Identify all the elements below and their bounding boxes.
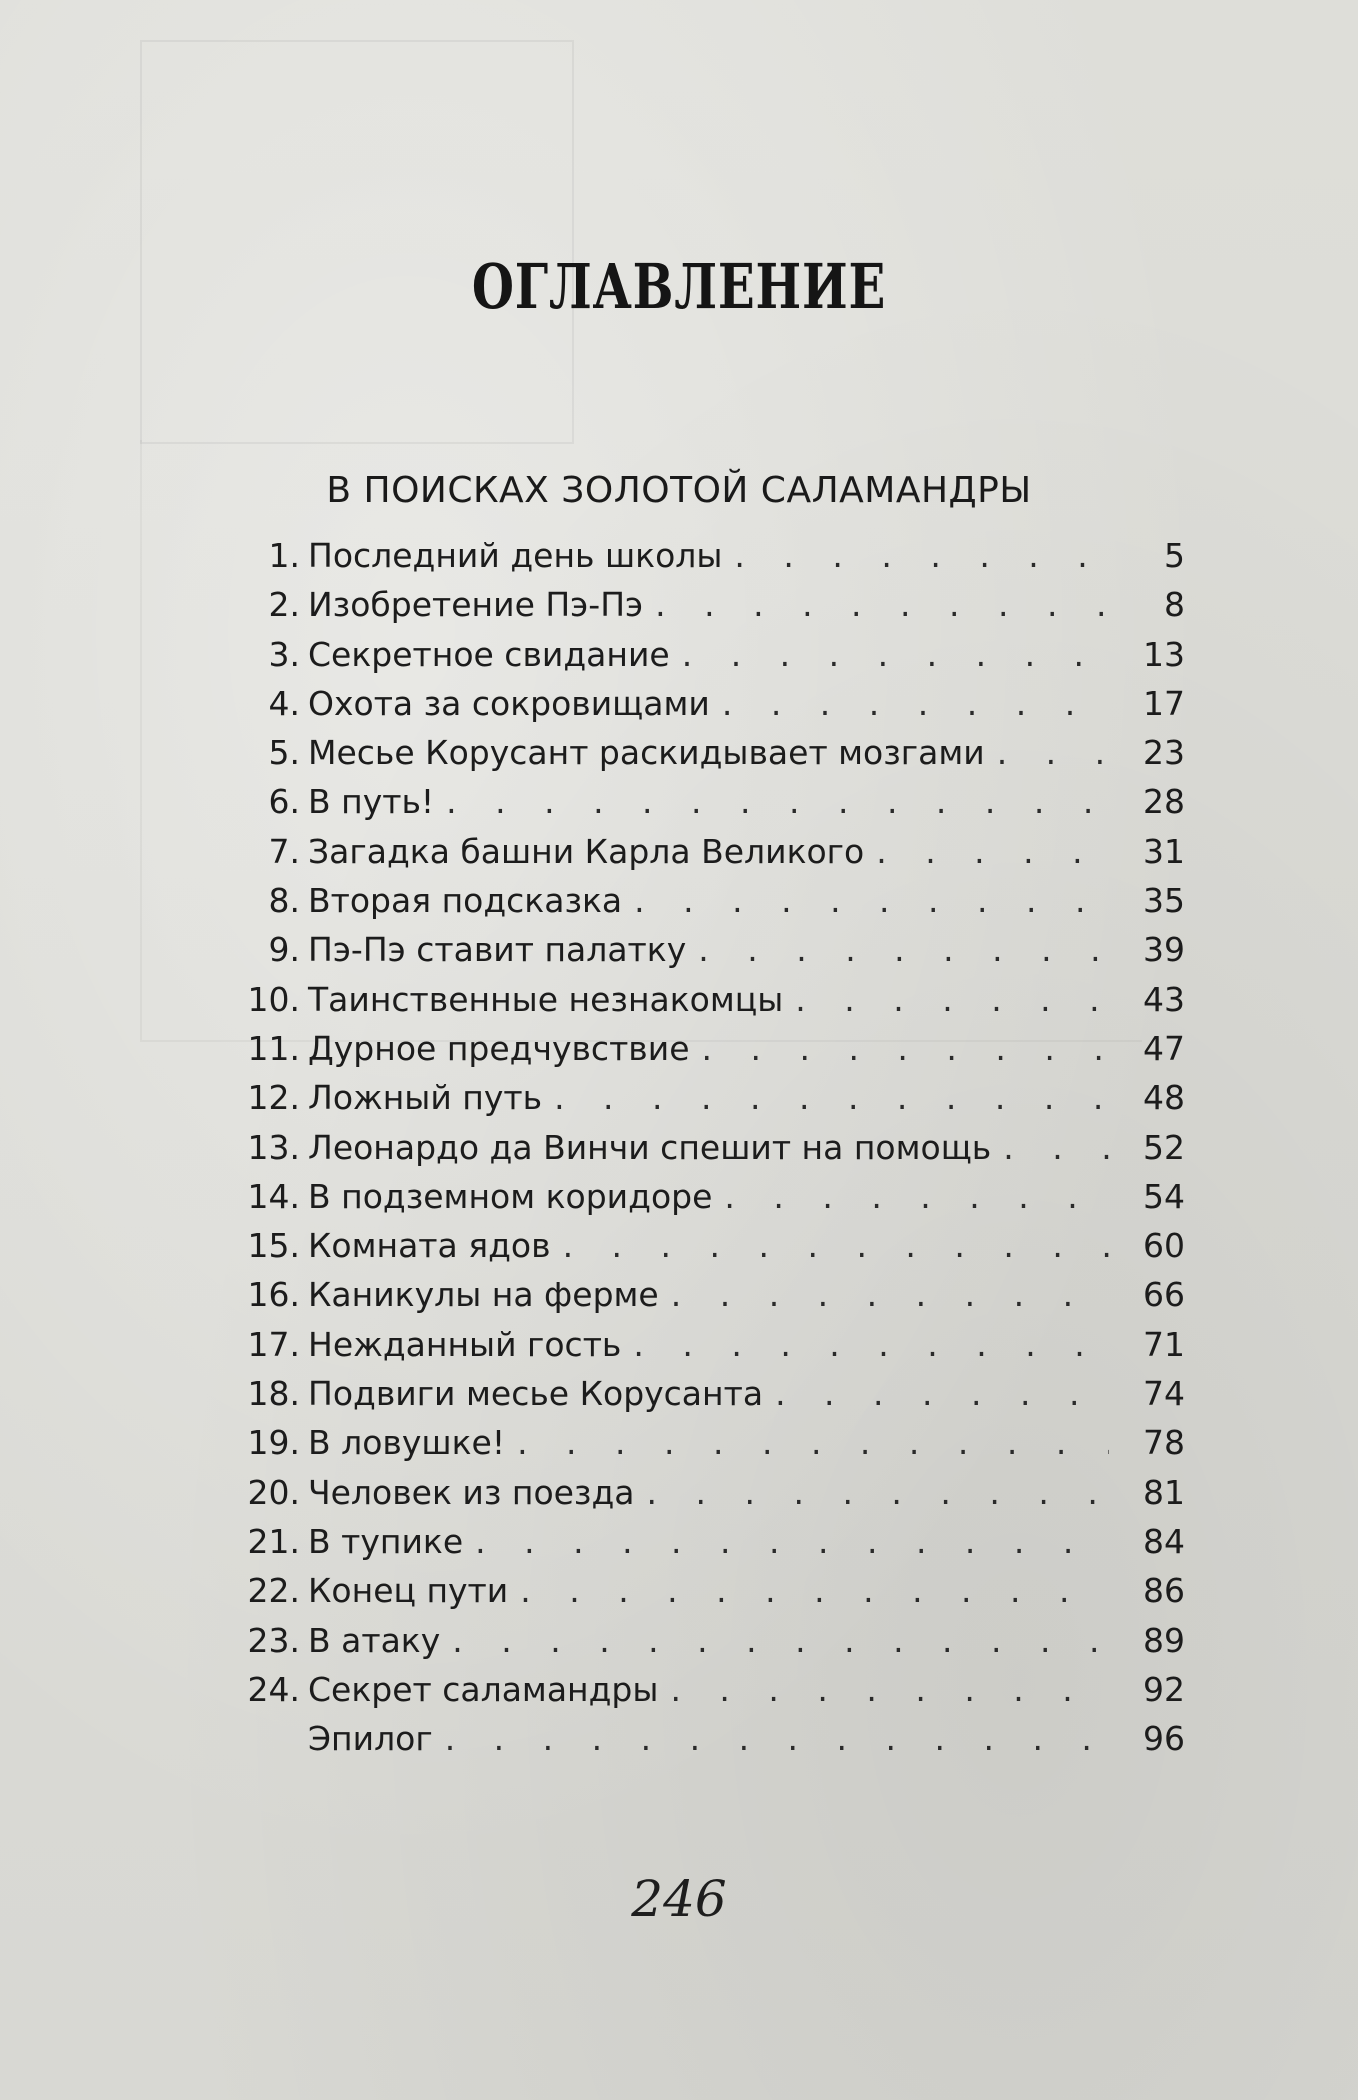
toc-entry-number: 2. [268, 585, 300, 625]
toc-entry-number: 17. [247, 1324, 300, 1364]
toc-entry-title: Вторая подсказка [308, 881, 623, 921]
toc-entry-page: 92 [1143, 1669, 1185, 1709]
toc-entry-number: 5. [268, 733, 300, 773]
dot-leader [682, 635, 1109, 674]
toc-entry [220, 1473, 1185, 1522]
dot-leader [517, 1423, 1109, 1462]
toc-entry-number: 14. [247, 1176, 300, 1216]
toc-entry-title: Леонардо да Винчи спешит на помощь [308, 1127, 992, 1167]
toc-entry [220, 1374, 1185, 1423]
dot-leader [655, 585, 1109, 624]
toc-entry-page: 78 [1143, 1423, 1185, 1463]
dot-leader [446, 782, 1109, 821]
toc-entry-number: 3. [268, 634, 300, 674]
toc-entry [220, 930, 1185, 979]
toc-entry-number: 8. [268, 881, 300, 921]
toc-entry [220, 1128, 1185, 1177]
toc-entry-title: Каникулы на ферме [308, 1275, 659, 1315]
toc-entry-number: 9. [268, 930, 300, 970]
dot-leader [722, 684, 1109, 723]
toc-entry-page: 89 [1143, 1620, 1185, 1660]
toc-entry-number: 23. [247, 1620, 300, 1660]
toc-entry [220, 980, 1185, 1029]
dot-leader [671, 1275, 1109, 1314]
dot-leader [702, 1029, 1110, 1068]
toc-entry-title: Конец пути [308, 1571, 509, 1611]
show-through-frame [140, 40, 574, 444]
dot-leader [647, 1473, 1109, 1512]
toc-entry-number: 13. [247, 1127, 300, 1167]
toc-entry-page: 28 [1143, 782, 1185, 822]
toc-entry-page: 74 [1143, 1374, 1185, 1414]
toc-entry [220, 1423, 1185, 1472]
dot-leader [698, 930, 1109, 969]
toc-entry-title: В тупике [308, 1521, 464, 1561]
toc-entry [220, 1571, 1185, 1620]
toc-entry-title: Человек из поезда [308, 1472, 635, 1512]
toc-entry-title: Загадка башни Карла Великого [308, 831, 865, 871]
toc-entry-page: 43 [1143, 979, 1185, 1019]
toc-entry-page: 5 [1164, 536, 1185, 575]
toc-entry [220, 536, 1185, 585]
toc-entry-title: В ловушке! [308, 1423, 506, 1463]
toc-entry-title: Таинственные незнакомцы [308, 979, 784, 1019]
toc-entry-page: 71 [1143, 1324, 1185, 1364]
toc-entry [220, 1226, 1185, 1275]
toc-entry-title: Охота за сокровищами [308, 683, 710, 723]
page-number: 246 [631, 1870, 727, 1928]
toc-entry [220, 1029, 1185, 1078]
toc-entry-title: Ложный путь [308, 1078, 543, 1118]
toc-entry-number: 10. [247, 979, 300, 1019]
toc-entry-title: В подземном коридоре [308, 1176, 713, 1216]
toc-entry-page: 23 [1143, 733, 1185, 773]
toc-entry-number: 19. [247, 1423, 300, 1463]
toc-entry [220, 782, 1185, 831]
dot-leader [734, 536, 1109, 575]
toc-entry-page: 47 [1143, 1028, 1185, 1068]
toc-entry [220, 585, 1185, 634]
toc-entry-number: 6. [268, 782, 300, 822]
dot-leader [554, 1078, 1109, 1117]
toc-entry-number: 15. [247, 1226, 300, 1266]
toc-entry-title: Дурное предчувствие [308, 1028, 690, 1068]
toc-entry [220, 1177, 1185, 1226]
toc-entry-number: 12. [247, 1078, 300, 1118]
dot-leader [1003, 1128, 1109, 1167]
toc-entry-page: 35 [1143, 881, 1185, 921]
toc-entry-title: Комната ядов [308, 1226, 551, 1266]
toc-entry-title: Секрет саламандры [308, 1669, 659, 1709]
toc-entry-page: 13 [1143, 634, 1185, 674]
toc-entry [220, 1621, 1185, 1670]
dot-leader [876, 832, 1109, 871]
toc-entry-number: 24. [247, 1669, 300, 1709]
dot-leader [633, 1325, 1109, 1364]
toc-entry-page: 96 [1143, 1719, 1185, 1759]
toc-entry [220, 1325, 1185, 1374]
toc-entry-title: В атаку [308, 1620, 441, 1660]
dot-leader [724, 1177, 1109, 1216]
toc-entry-title: Пэ-Пэ ставит палатку [308, 930, 687, 970]
dot-leader [520, 1571, 1109, 1610]
toc-entry-number: 21. [247, 1521, 300, 1561]
toc-entry [220, 1522, 1185, 1571]
toc-entry-page: 39 [1143, 930, 1185, 970]
toc-entry-number: 20. [247, 1472, 300, 1512]
toc-entry-title: Подвиги месье Корусанта [308, 1374, 764, 1414]
toc-entry-number: 11. [247, 1028, 300, 1068]
toc-entry [220, 1670, 1185, 1719]
toc-entry-page: 54 [1143, 1176, 1185, 1216]
toc-entry-page: 8 [1164, 585, 1185, 625]
toc-entry-number: 22. [247, 1571, 300, 1611]
toc-entry-page: 84 [1143, 1521, 1185, 1561]
dot-leader [775, 1374, 1109, 1413]
toc-entry-page: 48 [1143, 1078, 1185, 1118]
toc-entry-number: 1. [268, 536, 300, 575]
toc-entry-title: Последний день школы [308, 536, 723, 575]
dot-leader [634, 881, 1109, 920]
toc-entry-number: 16. [247, 1275, 300, 1315]
toc-entry-page: 17 [1143, 683, 1185, 723]
toc-entry [220, 733, 1185, 782]
dot-leader [475, 1522, 1109, 1561]
toc-entry [220, 684, 1185, 733]
toc-entry-page: 81 [1143, 1472, 1185, 1512]
toc-entry [220, 881, 1185, 930]
toc-entry-title: Изобретение Пэ-Пэ [308, 585, 644, 625]
toc-entry [220, 1275, 1185, 1324]
dot-leader [795, 980, 1109, 1019]
toc-entry-page: 86 [1143, 1571, 1185, 1611]
toc-entry-page: 52 [1143, 1127, 1185, 1167]
page-title: ОГЛАВЛЕНИЕ [471, 250, 887, 323]
section-heading: В ПОИСКАХ ЗОЛОТОЙ САЛАМАНДРЫ [326, 470, 1032, 511]
toc-entry [220, 832, 1185, 881]
dot-leader [670, 1670, 1109, 1709]
toc-entry-number: 18. [247, 1374, 300, 1414]
toc-entry-title: Месье Корусант раскидывает мозгами [308, 733, 985, 773]
toc-entry [220, 1719, 1185, 1768]
toc-entry [220, 635, 1185, 684]
toc-entry-page: 31 [1143, 831, 1185, 871]
toc-entry-title: Эпилог [308, 1719, 433, 1759]
toc-entry-title: Нежданный гость [308, 1324, 622, 1364]
toc-entry [220, 1078, 1185, 1127]
toc-entry-title: В путь! [308, 782, 435, 822]
toc-entry-page: 66 [1143, 1275, 1185, 1315]
table-of-contents [220, 536, 1185, 1768]
dot-leader [445, 1719, 1109, 1758]
dot-leader [563, 1226, 1109, 1265]
dot-leader [452, 1621, 1109, 1660]
toc-entry-number: 4. [268, 683, 300, 723]
toc-entry-page: 60 [1143, 1226, 1185, 1266]
toc-entry-number: 7. [268, 831, 300, 871]
dot-leader [997, 733, 1109, 772]
toc-entry-title: Секретное свидание [308, 634, 670, 674]
